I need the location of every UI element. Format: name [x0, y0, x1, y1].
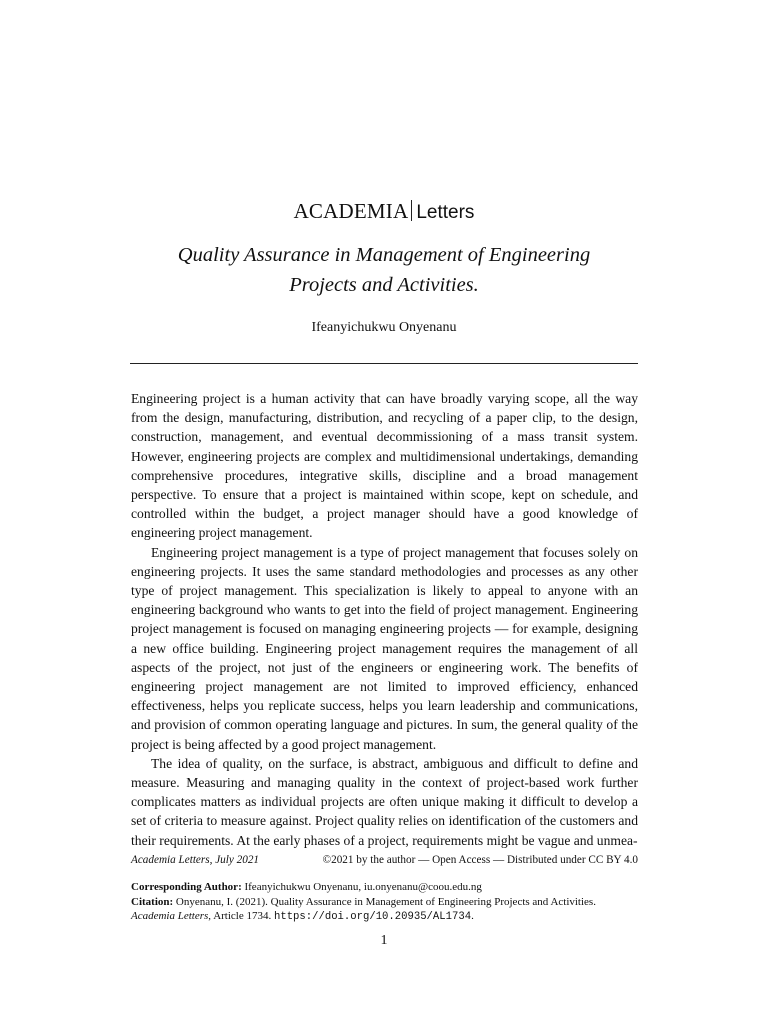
citation-end: .: [471, 910, 474, 923]
citation: [131, 895, 651, 910]
citation-value: Onyenanu, I. (2021). Quality Assurance in Management of Engineering Projects and Activities.: [175, 895, 596, 908]
body-paragraph: The idea of quality, on the surface, is abstract, ambiguous and difficult to define and measure. Measuring and managing quality in the context of project-based work further complicates matters as individual projects are often unique making it difficult to develop a set of criteria to measure against. Project quality relies on identification of the customers and their requirements. At the early phases of a project, requirements might be vague and unmea-: [131, 755, 638, 848]
journal-masthead: [0, 197, 768, 227]
citation-label: Citation:: [131, 895, 174, 908]
journal-section: Letters: [416, 202, 475, 223]
corresponding-author-value: Ifeanyichukwu Onyenanu, iu.onyenanu@coou.edu.ng: [244, 881, 482, 893]
article-title-line-2: Projects and Activities.: [289, 274, 479, 296]
corresponding-author-label: Corresponding Author:: [131, 881, 242, 893]
citation-article: , Article 1734.: [208, 910, 274, 923]
body-paragraph: Engineering project is a human activity that can have broadly varying scope, all the way from the design, manufacturing, distribution, and recycling of a paper clip, to the design, construction, management, and eventual decommissioning of a mass transit system. However, engineering projects are complex and multidimensional undertakings, demanding comprehensive procedures, integrative skills, discipline and a broad management perspective. To ensure that a project is maintained within scope, kept on schedule, and controlled within the budget, a project manager should have a good knowledge of engineering project management.: [131, 391, 638, 541]
article-body: [131, 389, 638, 850]
journal-brand: ACADEMIA: [293, 199, 409, 223]
journal-date: Academia Letters, July 2021: [131, 854, 260, 866]
masthead-divider: [411, 200, 412, 221]
article-title-line-1: Quality Assurance in Management of Engineering: [177, 244, 591, 266]
citation-journal: Academia Letters: [131, 910, 209, 923]
corresponding-author: [131, 880, 651, 895]
article-author: Ifeanyichukwu Onyenanu: [311, 320, 457, 335]
title-divider: [130, 363, 638, 364]
body-paragraph: Engineering project management is a type of project management that focuses solely on engineering projects. It uses the same standard methodologies and processes as any other type of project management. This specialization is likely to appeal to anyone with an engineering background who wants to get into the field of project management. Engineering project management is focused on managing engineering projects — for example, designing a new office building. Engineering project management requires the management of all aspects of the project, not just of the engineers or engineering work. The benefits of engineering project management are not limited to improved efficiency, enhanced effectiveness, helps you replicate success, helps you learn leadership and communications, and provision of common operating language and pictures. In sum, the general quality of the project is being affected by a good project management.: [131, 544, 638, 752]
license-notice: ©2021 by the author — Open Access — Distributed under CC BY 4.0: [322, 854, 638, 866]
citation-source: [131, 909, 651, 925]
article-title: [130, 240, 638, 300]
citation-doi-link[interactable]: https://doi.org/10.20935/AL1734: [273, 911, 472, 924]
page-number: 1: [380, 933, 388, 948]
correspondence-block: [131, 880, 651, 925]
